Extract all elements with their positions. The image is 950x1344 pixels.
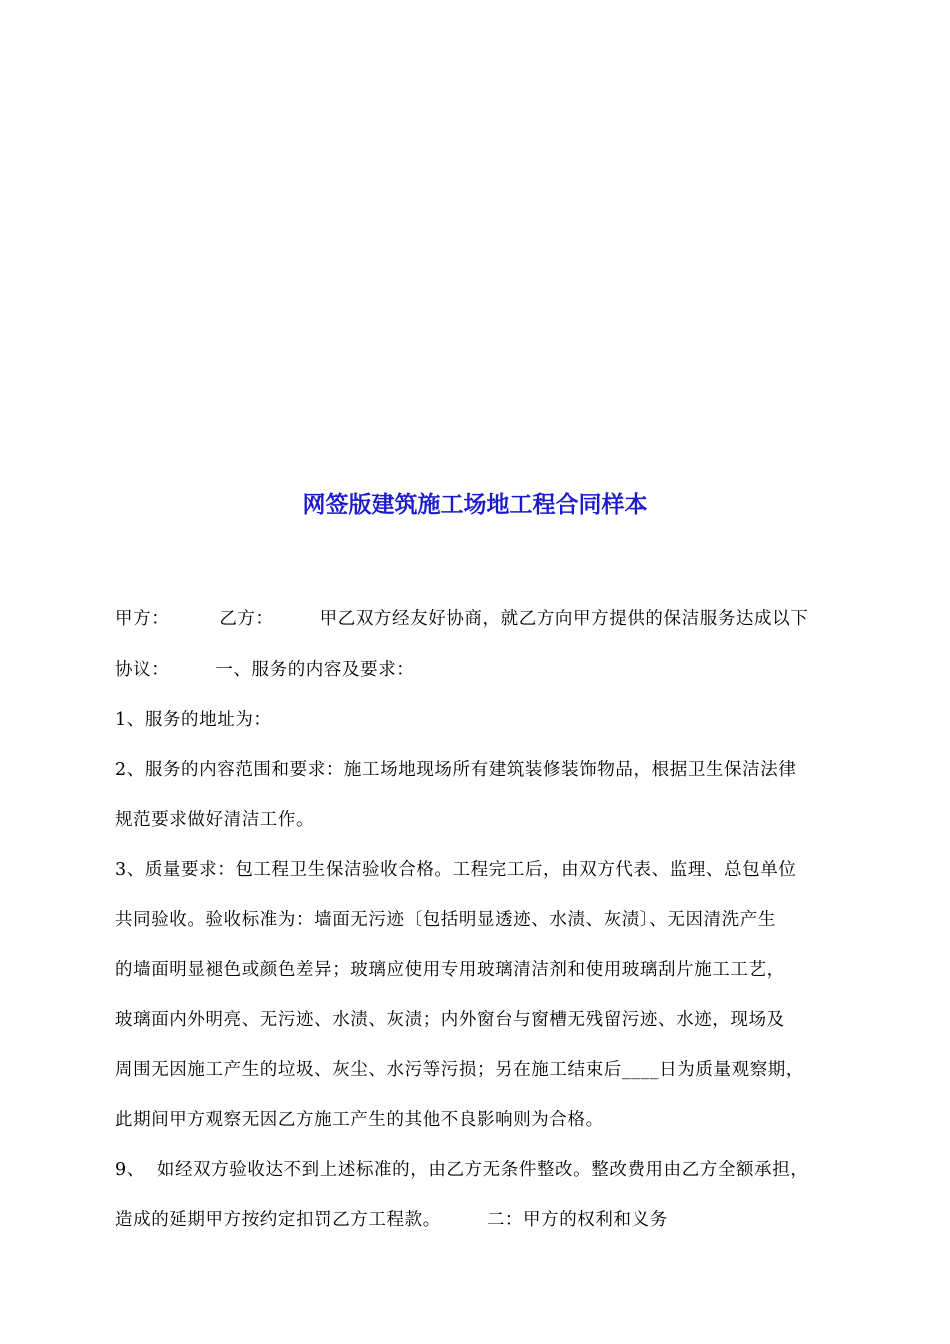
section-two-heading: 二：甲方的权利和义务	[486, 1210, 668, 1230]
paragraph-line: 周围无因施工产生的垃圾、灰尘、水污等污损；另在施工结束后____日为质量观察期，	[115, 1060, 804, 1080]
paragraph-line: 1、服务的地址为：	[115, 710, 272, 730]
section-one-heading: 一、服务的内容及要求：	[215, 660, 415, 680]
intro-text: 甲乙双方经友好协商，就乙方向甲方提供的保洁服务达成以下	[319, 609, 809, 629]
item-text: 造成的延期甲方按约定扣罚乙方工程款。	[115, 1210, 441, 1230]
paragraph-line: 的墙面明显褪色或颜色差异；玻璃应使用专用玻璃清洁剂和使用玻璃刮片施工工艺，	[115, 960, 785, 980]
paragraph-line: 2、服务的内容范围和要求：施工场地现场所有建筑装修装饰物品，根据卫生保洁法律	[115, 760, 797, 780]
item-text: 如经双方验收达不到上述标准的，由乙方无条件整改。整改费用由乙方全额承担，	[156, 1160, 809, 1180]
paragraph-line	[115, 607, 808, 631]
paragraph-line	[115, 658, 414, 682]
paragraph-line	[115, 1158, 808, 1182]
party-b-label: 乙方：	[219, 609, 274, 629]
document-title: 网签版建筑施工场地工程合同样本	[302, 492, 648, 518]
paragraph-line: 玻璃面内外明亮、无污迹、水渍、灰渍；内外窗台与窗槽无残留污迹、水迹，现场及	[115, 1010, 785, 1030]
paragraph-line: 规范要求做好清洁工作。	[115, 810, 315, 830]
paragraph-line: 此期间甲方观察无因乙方施工产生的其他不良影响则为合格。	[115, 1110, 604, 1130]
paragraph-line: 共同验收。验收标准为：墙面无污迹〔包括明显透迹、水渍、灰渍〕、无因清洗产生	[115, 910, 776, 930]
party-a-label: 甲方：	[115, 609, 170, 629]
agreement-label: 协议：	[115, 660, 170, 680]
paragraph-line	[115, 1208, 668, 1232]
item-number: 9、	[115, 1160, 145, 1180]
paragraph-line: 3、质量要求：包工程卫生保洁验收合格。工程完工后，由双方代表、监理、总包单位	[115, 860, 797, 880]
